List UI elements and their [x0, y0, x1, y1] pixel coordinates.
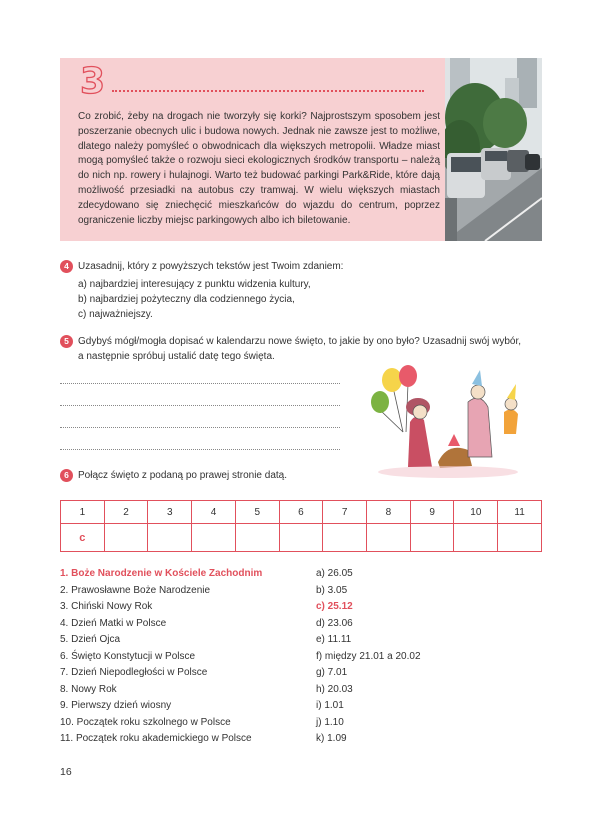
grid-header: 10	[454, 501, 498, 524]
grid-answer-cell[interactable]	[104, 524, 148, 552]
grid-answer-cell[interactable]	[235, 524, 279, 552]
list-item: b) 3.05	[316, 584, 348, 596]
list-item: j) 1.10	[316, 716, 344, 728]
grid-header: 1	[61, 501, 105, 524]
grid-answer-cell[interactable]	[148, 524, 192, 552]
grid-answer-cell[interactable]	[192, 524, 236, 552]
date-list	[316, 566, 421, 748]
grid-header: 6	[279, 501, 323, 524]
section-number: 3	[80, 61, 106, 102]
task-5-question-line1: Gdybyś mógł/mogła dopisać w kalendarzu nowe święto, to jakie by ono było? Uzasadnij swój wybór,	[78, 336, 522, 347]
list-item: 10. Początek roku szkolnego w Polsce	[60, 716, 231, 728]
list-item: i) 1.01	[316, 700, 344, 711]
grid-answer-cell[interactable]	[498, 524, 542, 552]
task-4-option-b: b) najbardziej pożyteczny dla codziennego życia,	[78, 294, 295, 305]
task-5-question-line2: a następnie spróbuj ustalić datę tego święta.	[78, 351, 275, 362]
list-item: k) 1.09	[316, 733, 347, 744]
grid-header: 3	[148, 501, 192, 524]
list-item: h) 20.03	[316, 683, 353, 695]
list-item: 11. Początek roku akademickiego w Polsce	[60, 733, 252, 744]
grid-header: 9	[410, 501, 454, 524]
holiday-list	[60, 566, 262, 748]
list-item: 2. Prawosławne Boże Narodzenie	[60, 584, 211, 596]
grid-answer-cell[interactable]	[279, 524, 323, 552]
dotted-rule	[112, 90, 424, 92]
grid-answer-cell[interactable]	[454, 524, 498, 552]
answer-line[interactable]	[60, 405, 340, 406]
traffic-photo	[445, 58, 542, 241]
grid-header: 8	[367, 501, 411, 524]
grid-header: 4	[192, 501, 236, 524]
section-text: Co zrobić, żeby na drogach nie tworzyły się korki? Najprostszym sposobem jest poszerzanie obecnych ulic i budowa nowych. Jednak nie zawsze jest to możliwe, dlatego należy pomyśleć o obwodnicach dla większych metropolii. Władze miast mogą pomyśleć także o rozwoju sieci ekologicznych środków transportu – należą do nich np. rowery i hulajnogi. Warto też budować parkingi Park&Ride, które dają możliwość przesiadki na autobus czy tramwaj. W wielu większych miastach zdecydowano się zniechęcić mieszkańców do wjazdu do centrum, poprzez ograniczenie liczby miejsc parkingowych albo ich biletowanie.	[78, 111, 440, 226]
list-item: 4. Dzień Matki w Polsce	[60, 617, 167, 629]
task-4-question: Uzasadnij, który z powyższych tekstów jest Twoim zdaniem:	[78, 261, 344, 272]
list-item: 8. Nowy Rok	[60, 683, 117, 695]
grid-answer-cell[interactable]	[367, 524, 411, 552]
task-6-number: 6	[60, 469, 73, 482]
answer-line[interactable]	[60, 449, 340, 450]
list-item: e) 11.11	[316, 634, 352, 645]
list-item: c) 25.12	[316, 601, 353, 612]
list-item: 7. Dzień Niepodległości w Polsce	[60, 667, 208, 678]
page-number: 16	[60, 766, 72, 778]
task-4-option-c: c) najważniejszy.	[78, 309, 153, 320]
list-item: 1. Boże Narodzenie w Kościele Zachodnim	[60, 568, 263, 579]
grid-answer-cell[interactable]: c	[61, 524, 105, 552]
list-item: g) 7.01	[316, 667, 348, 678]
answer-line[interactable]	[60, 427, 340, 428]
list-item: 3. Chiński Nowy Rok	[60, 601, 153, 612]
list-item: a) 26.05	[316, 568, 353, 579]
answer-line[interactable]	[60, 383, 340, 384]
list-item: 5. Dzień Ojca	[60, 634, 121, 645]
grid-header: 2	[104, 501, 148, 524]
party-illustration	[368, 362, 528, 485]
task-4-option-a: a) najbardziej interesujący z punktu widzenia kultury,	[78, 279, 311, 290]
task-5-number: 5	[60, 335, 73, 348]
list-item: d) 23.06	[316, 617, 353, 629]
task-4-number: 4	[60, 260, 73, 273]
grid-header: 11	[498, 501, 542, 524]
grid-answer-cell[interactable]	[323, 524, 367, 552]
grid-answer-cell[interactable]	[410, 524, 454, 552]
task-6-question: Połącz święto z podaną po prawej stronie datą.	[78, 470, 288, 481]
list-item: 6. Święto Konstytucji w Polsce	[60, 650, 196, 662]
grid-header: 5	[235, 501, 279, 524]
answer-grid	[60, 500, 542, 552]
grid-header: 7	[323, 501, 367, 524]
list-item: f) między 21.01 a 20.02	[316, 650, 421, 662]
list-item: 9. Pierwszy dzień wiosny	[60, 700, 172, 711]
